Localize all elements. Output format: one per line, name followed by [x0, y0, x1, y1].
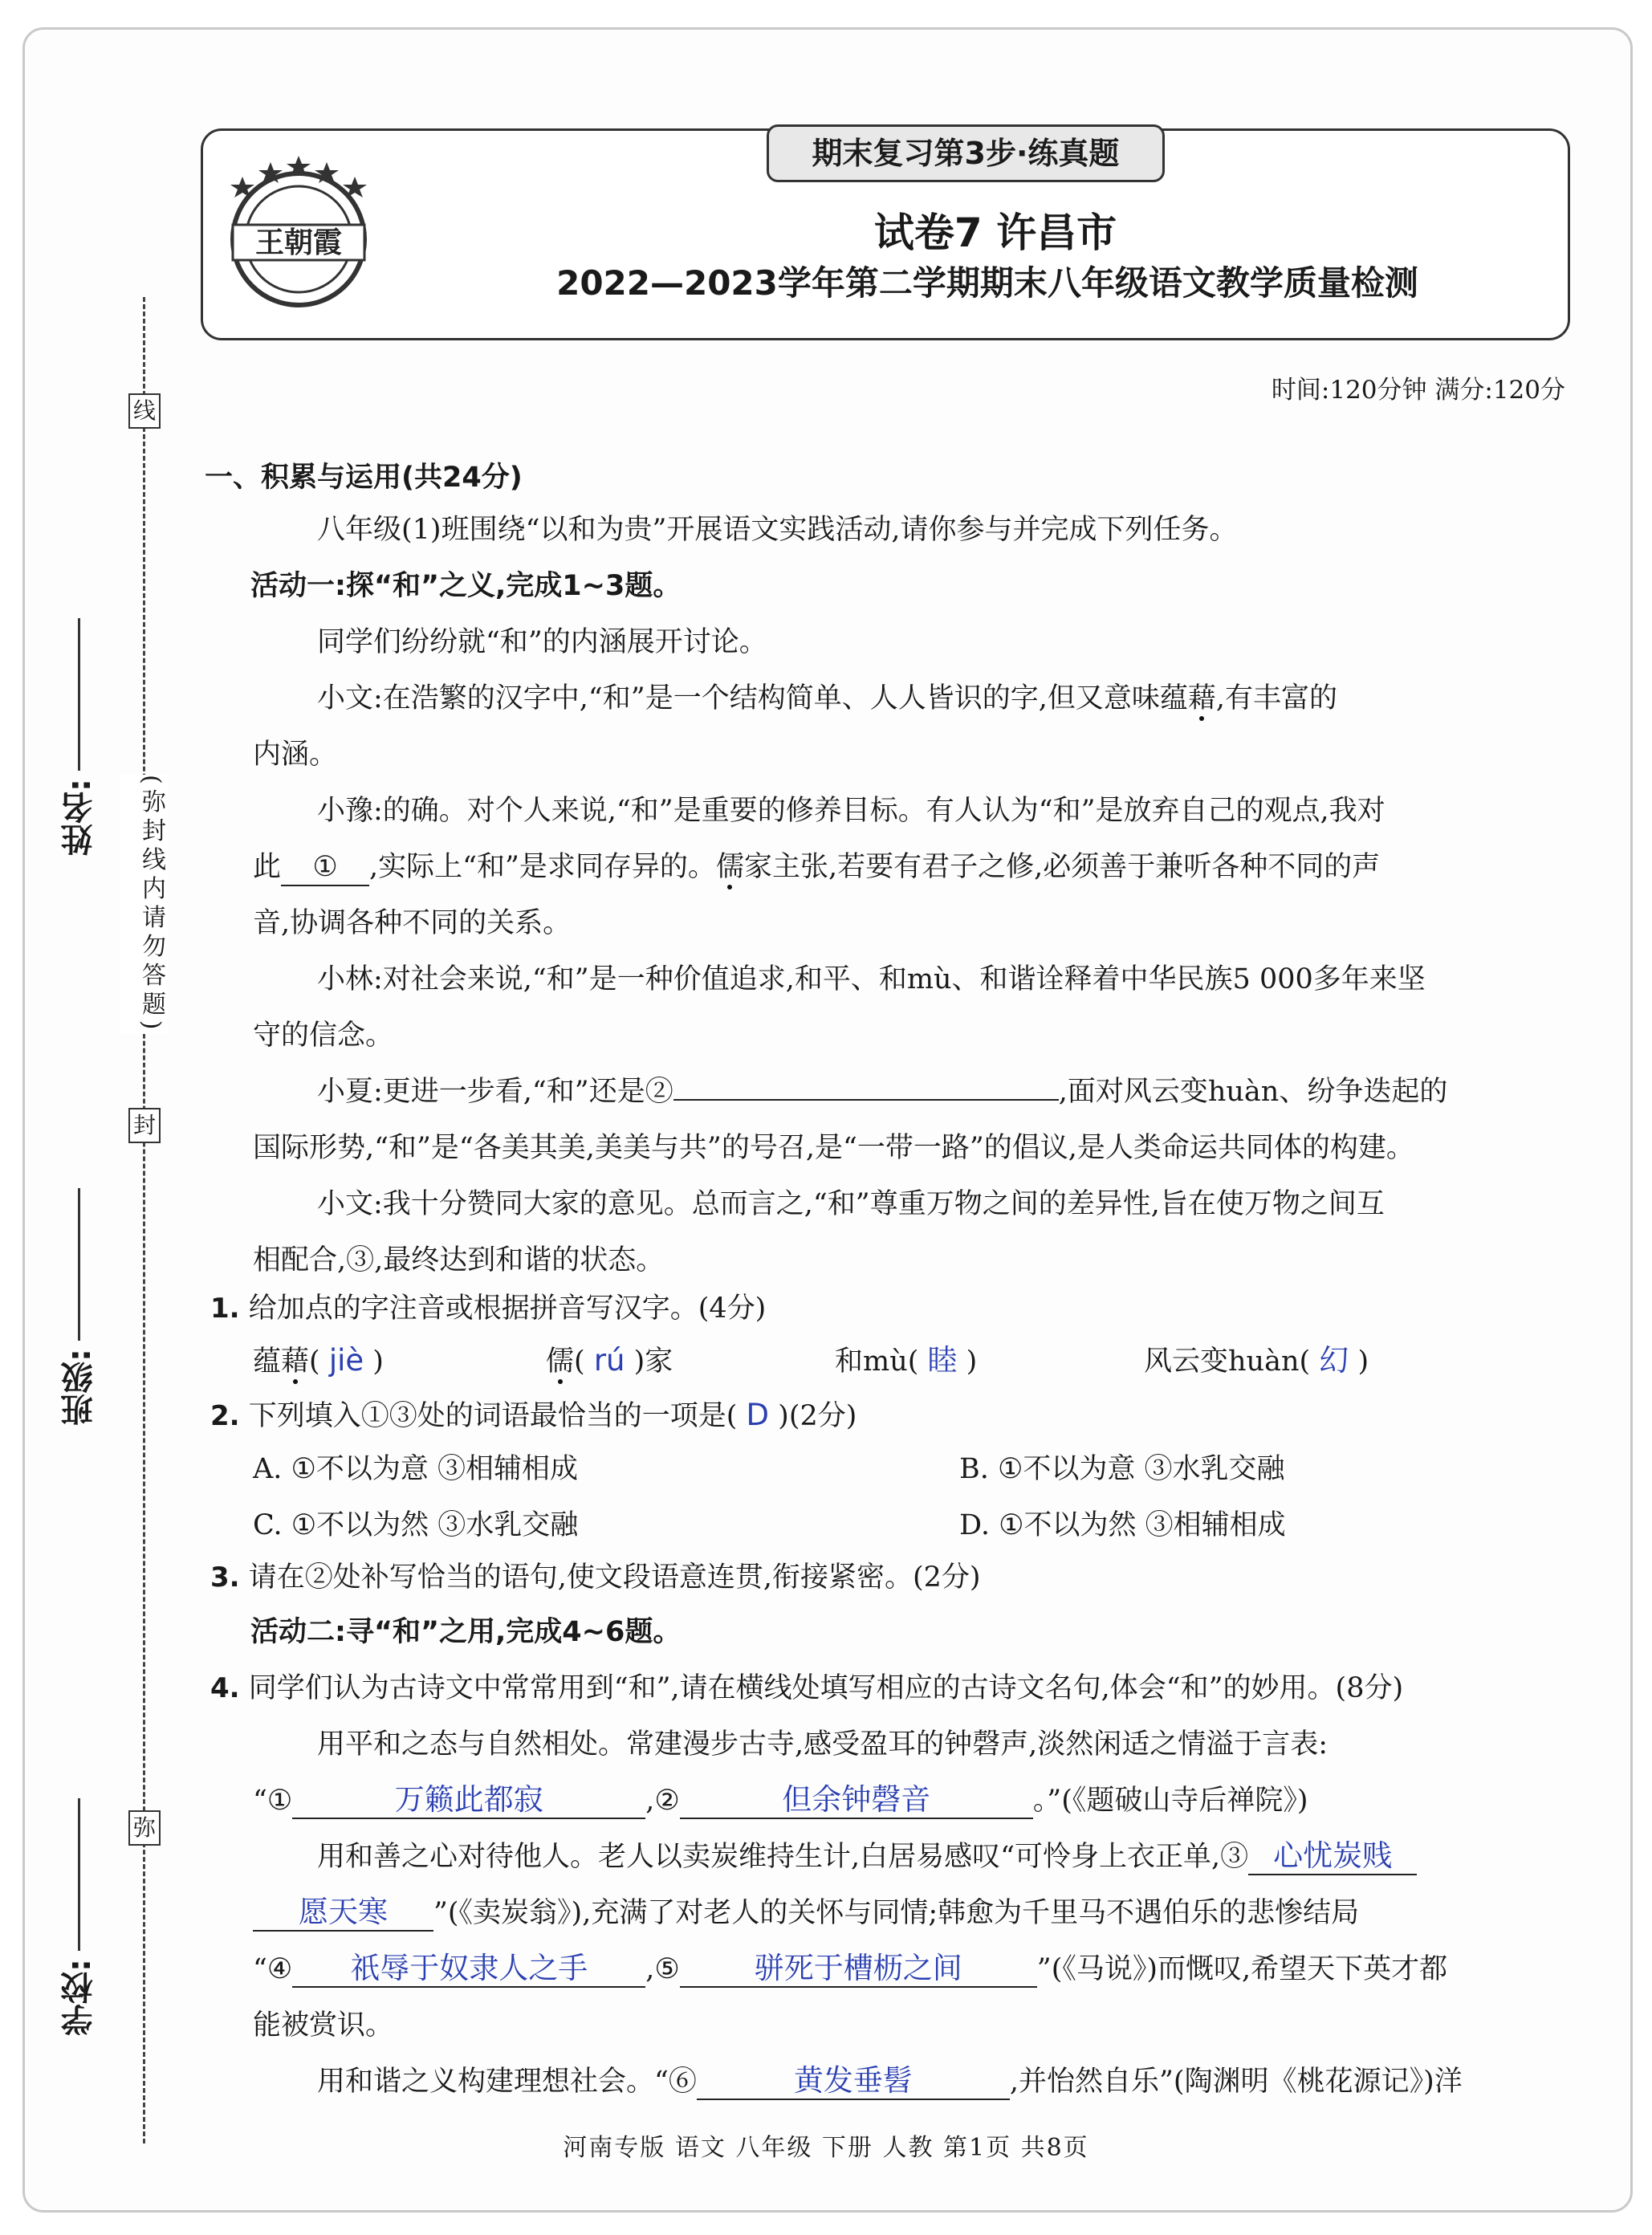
binding-mark-seal-2: 弥 [128, 1810, 161, 1846]
answer-2[interactable]: rú [593, 1343, 625, 1378]
para-discussion: 同学们纷纷就“和”的内涵展开讨论。 [317, 626, 767, 658]
binding-note: (弥封线内请勿答题) [120, 775, 169, 1034]
text: ,有丰富的 [1215, 682, 1337, 714]
logo-text: 王朝霞 [254, 226, 343, 259]
answer-1[interactable]: jiè [328, 1343, 364, 1378]
para-xiaolin-cont: 守的信念。 [253, 1020, 394, 1052]
text: 家主张,若要有君子之修,必须善于兼听各种不同的声 [743, 851, 1381, 883]
text: 此 [253, 851, 282, 883]
binding-mark-seal: 封 [128, 1108, 161, 1143]
text: ,⑤ [645, 1953, 680, 1985]
section-intro: 八年级(1)班围绕“以和为贵”开展语文实践活动,请你参与并完成下列任务。 [317, 514, 1238, 546]
q4-line-3 [253, 1893, 1359, 1933]
q1-item-1 [253, 1341, 384, 1382]
q1-item-2 [546, 1341, 673, 1382]
q4-para-1: 用平和之态与自然相处。常建漫步古寺,感受盈耳的钟磬声,淡然闲适之情溢于言表: [317, 1728, 1329, 1761]
text: ) [1357, 1345, 1369, 1378]
text: 蕴 [253, 1345, 282, 1378]
text: ,并怡然自乐”(陶渊明《桃花源记》)洋 [1009, 2066, 1463, 2098]
section-heading: 一、积累与运用(共24分) [205, 462, 523, 494]
school-label: 学校: [61, 1959, 98, 2036]
text: ,② [645, 1785, 680, 1817]
page-frame [22, 27, 1633, 2213]
dotted-char: 藉 [281, 1345, 310, 1378]
text: ) [372, 1345, 384, 1378]
class-blank[interactable] [79, 1188, 81, 1341]
question-4 [210, 1668, 1403, 1708]
question-2 [210, 1395, 857, 1436]
text: 相配合,③ [253, 1244, 375, 1276]
text: ( [574, 1345, 585, 1378]
paper-subtitle: 2022—2023学年第二学期期末八年级语文教学质量检测 [556, 263, 1418, 303]
answer-poem-6[interactable]: 黄发垂髫 [697, 2063, 1010, 2100]
answer-poem-3a[interactable]: 心忧炭贱 [1248, 1838, 1417, 1875]
para-xiaowen-1-cont: 内涵。 [253, 739, 338, 771]
text: ”(《马说》)而慨叹,希望天下英才都 [1036, 1953, 1448, 1985]
question-number: 1. [210, 1293, 240, 1325]
answer-3[interactable]: 睦 [927, 1343, 958, 1378]
text: ,最终达到和谐的状态。 [374, 1244, 665, 1276]
question-text: 同学们认为古诗文中常常用到“和”,请在横线处填写相应的古诗文名句,体会“和”的妙用。(8分) [248, 1672, 1404, 1704]
class-field[interactable] [56, 1188, 102, 1426]
q4-line-1 [253, 1781, 1308, 1821]
page-footer: 河南专版 语文 八年级 下册 人教 第1页 共8页 [563, 2134, 1089, 2162]
binding-line [143, 297, 145, 2143]
name-field[interactable] [56, 618, 102, 856]
text: ”(《卖炭翁》),充满了对老人的关怀与同情;韩愈为千里马不遇伯乐的悲惨结局 [433, 1897, 1360, 1929]
question-number: 3. [210, 1561, 240, 1594]
question-number: 4. [210, 1672, 240, 1704]
para-xiaoyu-cont-2: 音,协调各种不同的关系。 [253, 907, 572, 939]
activity-1-heading: 活动一:探“和”之义,完成1~3题。 [250, 570, 682, 602]
answer-choice[interactable]: D [746, 1398, 770, 1432]
para-xiaowen-1 [317, 678, 1337, 719]
text: ,实际上“和”是求同存异的。 [369, 851, 716, 883]
time-score-info: 时间:120分钟 满分:120分 [1271, 376, 1565, 405]
q1-item-4 [1144, 1341, 1369, 1382]
text: )家 [633, 1345, 673, 1378]
name-blank[interactable] [79, 618, 81, 771]
option-d[interactable]: D. ①不以为然 ③相辅相成 [959, 1509, 1286, 1541]
brand-logo [218, 151, 379, 311]
option-c[interactable]: C. ①不以为然 ③水乳交融 [253, 1509, 579, 1541]
question-3 [210, 1557, 981, 1598]
dotted-char: 儒 [715, 851, 744, 883]
question-number: 2. [210, 1400, 240, 1432]
review-step-tag: 期末复习第3步·练真题 [767, 124, 1165, 182]
text: 用和善之心对待他人。老人以卖炭维持生计,白居易感叹“可怜身上衣正单,③ [317, 1841, 1249, 1873]
para-xiaoxia-cont: 国际形势,“和”是“各美其美,美美与共”的号召,是“一带一路”的倡议,是人类命运共同体的构建。 [253, 1132, 1414, 1164]
name-label: 姓名: [61, 779, 98, 856]
para-xiaoxia [317, 1072, 1447, 1112]
activity-2-heading: 活动二:寻“和”之用,完成4~6题。 [250, 1616, 682, 1648]
para-xiaowen-2-cont [253, 1240, 664, 1280]
text: 小文:在浩繁的汉字中,“和”是一个结构简单、人人皆识的字,但又意味蕴 [317, 682, 1188, 714]
answer-poem-4[interactable]: 祇辱于奴隶人之手 [292, 1951, 645, 1988]
dotted-char: 藉 [1187, 682, 1216, 714]
q4-para-2 [317, 1837, 1417, 1877]
para-xiaoyu-cont [253, 847, 1380, 887]
blank-1[interactable]: ① [281, 849, 369, 886]
binding-mark-line: 线 [128, 393, 161, 429]
dotted-char: 儒 [546, 1345, 575, 1378]
school-field[interactable] [56, 1798, 102, 2036]
paper-title: 试卷7 许昌市 [873, 210, 1117, 256]
para-xiaoyu: 小豫:的确。对个人来说,“和”是重要的修养目标。有人认为“和”是放弃自己的观点,我对 [317, 795, 1385, 827]
question-1 [210, 1288, 766, 1329]
question-text: 下列填入①③处的词语最恰当的一项是( [248, 1400, 738, 1432]
answer-poem-5[interactable]: 骈死于槽枥之间 [680, 1951, 1037, 1988]
text: ) [966, 1345, 978, 1378]
text: 。”(《题破山寺后禅院》) [1032, 1785, 1308, 1817]
text: 和mù( [835, 1345, 919, 1378]
q4-line-5: 能被赏识。 [253, 2009, 394, 2042]
option-a[interactable]: A. ①不以为意 ③相辅相成 [253, 1453, 579, 1485]
question-text: )(2分) [778, 1400, 857, 1432]
answer-poem-1[interactable]: 万籁此都寂 [292, 1782, 645, 1819]
school-blank[interactable] [79, 1798, 81, 1951]
q1-item-3 [835, 1341, 977, 1382]
text: ,面对风云变huàn、纷争迭起的 [1058, 1076, 1448, 1108]
text: 用和谐之义构建理想社会。“⑥ [317, 2066, 697, 2098]
class-label: 班级: [61, 1349, 98, 1426]
answer-poem-2[interactable]: 但余钟磬音 [680, 1782, 1033, 1819]
answer-poem-3b[interactable]: 愿天寒 [253, 1895, 433, 1932]
para-xiaowen-2: 小文:我十分赞同大家的意见。总而言之,“和”尊重万物之间的差异性,旨在使万物之间互 [317, 1188, 1385, 1220]
answer-4[interactable]: 幻 [1319, 1343, 1349, 1378]
text: 风云变huàn( [1144, 1345, 1311, 1378]
question-text: 给加点的字注音或根据拼音写汉字。(4分) [248, 1293, 767, 1325]
question-text: 请在②处补写恰当的语句,使文段语意连贯,衔接紧密。(2分) [248, 1561, 981, 1594]
text: “④ [253, 1953, 293, 1985]
para-xiaolin: 小林:对社会来说,“和”是一种价值追求,和平、和mù、和谐诠释着中华民族5 000多年来坚 [317, 963, 1426, 995]
text: 小夏:更进一步看,“和”还是② [317, 1076, 673, 1108]
q4-line-4 [253, 1949, 1447, 1989]
q4-line-6 [317, 2062, 1463, 2102]
text: “① [253, 1785, 293, 1817]
text: ( [309, 1345, 320, 1378]
option-b[interactable]: B. ①不以为意 ③水乳交融 [959, 1453, 1285, 1485]
blank-2[interactable] [673, 1099, 1059, 1101]
